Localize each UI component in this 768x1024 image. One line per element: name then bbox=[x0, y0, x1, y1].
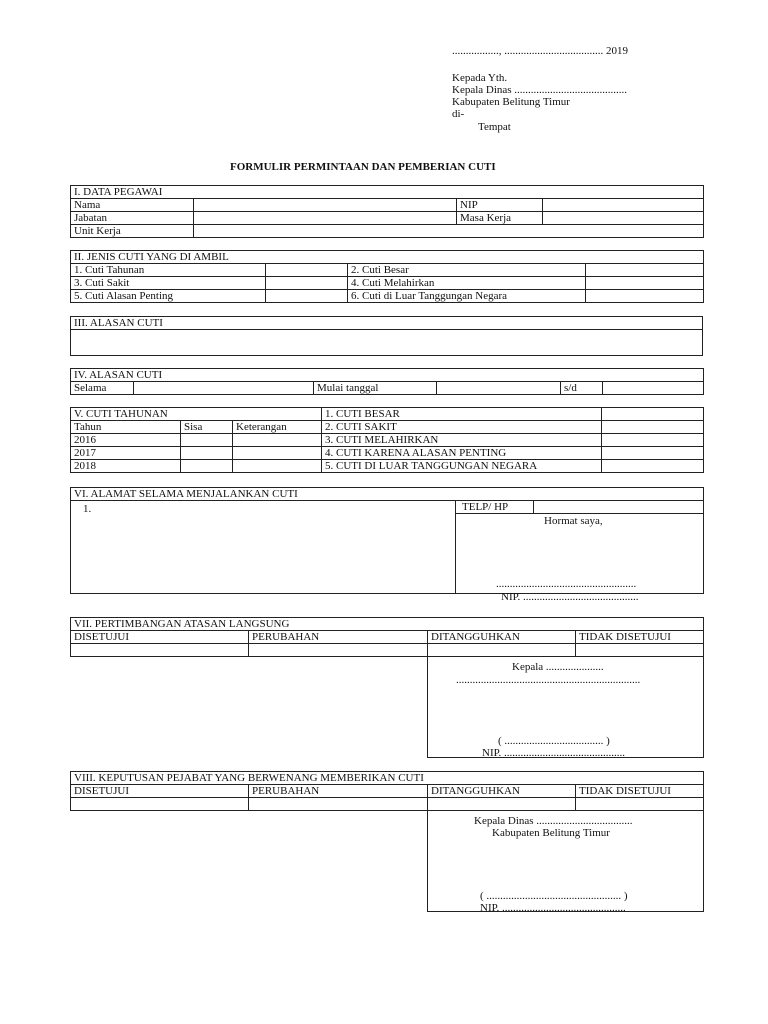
leave-checkbox-unpaid[interactable] bbox=[586, 290, 704, 303]
tenure-field[interactable] bbox=[543, 212, 704, 225]
duration-field[interactable] bbox=[134, 382, 314, 395]
addressee-line-3: Kabupaten Belitung Timur bbox=[452, 96, 570, 108]
leave-summary-big-field[interactable] bbox=[602, 408, 704, 421]
s7-head-label: Kepala ..................... bbox=[512, 661, 604, 673]
reason-field[interactable] bbox=[71, 330, 703, 356]
s8-option-changed: PERUBAHAN bbox=[249, 785, 428, 798]
section-8-official-decision bbox=[70, 771, 704, 912]
s7-nip: NIP. ............................................ bbox=[482, 747, 626, 759]
s8-official-label: Kepala Dinas ................................... bbox=[474, 815, 633, 827]
s7-paren-line: ( .................................... ) bbox=[498, 735, 610, 747]
leave-checkbox-sick[interactable] bbox=[266, 277, 348, 290]
section-2-leave-type bbox=[70, 250, 704, 303]
leave-option-unpaid: 6. Cuti di Luar Tanggungan Negara bbox=[348, 290, 586, 303]
date-line: ................., .................................... 2019 bbox=[452, 45, 628, 57]
addressee-line-2: Kepala Dinas ......................................... bbox=[452, 84, 628, 96]
addressee-line-1: Kepada Yth. bbox=[452, 72, 508, 84]
phone-label: TELP/ HP bbox=[456, 501, 534, 514]
name-label: Nama bbox=[71, 199, 194, 212]
leave-checkbox-big[interactable] bbox=[586, 264, 704, 277]
position-label: Jabatan bbox=[71, 212, 194, 225]
year-header: Tahun bbox=[71, 421, 181, 434]
s7-postponed-field[interactable] bbox=[428, 644, 576, 657]
section-6-address bbox=[70, 487, 704, 604]
remaining-2017-field[interactable] bbox=[181, 447, 233, 460]
section-7-supervisor-review bbox=[70, 617, 704, 758]
s7-option-rejected: TIDAK DISETUJUI bbox=[576, 631, 704, 644]
form-title: FORMULIR PERMINTAAN DAN PEMBERIAN CUTI bbox=[230, 161, 496, 173]
tenure-label: Masa Kerja bbox=[457, 212, 543, 225]
leave-summary-unpaid-field[interactable] bbox=[602, 460, 704, 473]
remaining-2016-field[interactable] bbox=[181, 434, 233, 447]
section-2-title: II. JENIS CUTI YANG DI AMBIL bbox=[71, 251, 704, 264]
leave-summary-important: 4. CUTI KARENA ALASAN PENTING bbox=[322, 447, 602, 460]
unit-field[interactable] bbox=[194, 225, 704, 238]
leave-checkbox-maternity[interactable] bbox=[586, 277, 704, 290]
leave-checkbox-important[interactable] bbox=[266, 290, 348, 303]
section-3-reason bbox=[70, 316, 703, 356]
section-7-title: VII. PERTIMBANGAN ATASAN LANGSUNG bbox=[71, 618, 704, 631]
leave-summary-important-field[interactable] bbox=[602, 447, 704, 460]
s8-rejected-field[interactable] bbox=[576, 798, 704, 811]
leave-summary-sick-field[interactable] bbox=[602, 421, 704, 434]
s7-head-dots: ................................................................... bbox=[456, 674, 641, 686]
addressee-line-4: di- bbox=[452, 108, 465, 120]
note-header: Keterangan bbox=[233, 421, 322, 434]
until-label: s/d bbox=[561, 382, 603, 395]
place: Tempat bbox=[478, 121, 511, 133]
section-5-annual-leave bbox=[70, 407, 704, 473]
unit-label: Unit Kerja bbox=[71, 225, 194, 238]
leave-summary-sick: 2. CUTI SAKIT bbox=[322, 421, 602, 434]
leave-checkbox-annual[interactable] bbox=[266, 264, 348, 277]
leave-option-important: 5. Cuti Alasan Penting bbox=[71, 290, 266, 303]
applicant-nip: NIP. .......................................... bbox=[501, 591, 639, 604]
remaining-header: Sisa bbox=[181, 421, 233, 434]
note-2016-field[interactable] bbox=[233, 434, 322, 447]
end-date-field[interactable] bbox=[603, 382, 704, 395]
year-2016: 2016 bbox=[71, 434, 181, 447]
section-8-title: VIII. KEPUTUSAN PEJABAT YANG BERWENANG MEMBERIKAN CUTI bbox=[71, 772, 704, 785]
s8-approved-field[interactable] bbox=[71, 798, 249, 811]
leave-option-sick: 3. Cuti Sakit bbox=[71, 277, 266, 290]
duration-label: Selama bbox=[71, 382, 134, 395]
regards-text: Hormat saya, bbox=[544, 515, 603, 528]
s7-option-postponed: DITANGGUHKAN bbox=[428, 631, 576, 644]
s8-changed-field[interactable] bbox=[249, 798, 428, 811]
s8-regency: Kabupaten Belitung Timur bbox=[492, 827, 610, 839]
section-4-duration bbox=[70, 368, 704, 395]
position-field[interactable] bbox=[194, 212, 457, 225]
nip-field[interactable] bbox=[543, 199, 704, 212]
start-date-label: Mulai tanggal bbox=[314, 382, 437, 395]
remaining-2018-field[interactable] bbox=[181, 460, 233, 473]
s7-option-approved: DISETUJUI bbox=[71, 631, 249, 644]
s8-nip: NIP. ............................................. bbox=[480, 902, 626, 914]
note-2018-field[interactable] bbox=[233, 460, 322, 473]
s8-option-rejected: TIDAK DISETUJUI bbox=[576, 785, 704, 798]
s7-option-changed: PERUBAHAN bbox=[249, 631, 428, 644]
s8-official-signature[interactable] bbox=[428, 811, 704, 912]
nip-label: NIP bbox=[457, 199, 543, 212]
note-2017-field[interactable] bbox=[233, 447, 322, 460]
year-2017: 2017 bbox=[71, 447, 181, 460]
s7-rejected-field[interactable] bbox=[576, 644, 704, 657]
applicant-signature-area[interactable] bbox=[456, 514, 704, 604]
section-1-employee-data bbox=[70, 185, 704, 238]
s8-postponed-field[interactable] bbox=[428, 798, 576, 811]
section-5-title: V. CUTI TAHUNAN bbox=[71, 408, 322, 421]
s8-option-postponed: DITANGGUHKAN bbox=[428, 785, 576, 798]
phone-field[interactable] bbox=[534, 501, 704, 514]
s8-paren-line: ( ................................................. ) bbox=[480, 890, 628, 902]
s7-supervisor-signature[interactable] bbox=[428, 657, 704, 758]
leave-summary-maternity-field[interactable] bbox=[602, 434, 704, 447]
s7-approved-field[interactable] bbox=[71, 644, 249, 657]
leave-option-maternity: 4. Cuti Melahirkan bbox=[348, 277, 586, 290]
leave-summary-big: 1. CUTI BESAR bbox=[322, 408, 602, 421]
s7-blank bbox=[71, 657, 428, 758]
leave-option-annual: 1. Cuti Tahunan bbox=[71, 264, 266, 277]
address-item-number: 1. bbox=[83, 503, 92, 515]
leave-summary-unpaid: 5. CUTI DI LUAR TANGGUNGAN NEGARA bbox=[322, 460, 602, 473]
section-1-title: I. DATA PEGAWAI bbox=[71, 186, 704, 199]
start-date-field[interactable] bbox=[437, 382, 561, 395]
year-2018: 2018 bbox=[71, 460, 181, 473]
s7-changed-field[interactable] bbox=[249, 644, 428, 657]
section-6-title: VI. ALAMAT SELAMA MENJALANKAN CUTI bbox=[71, 488, 704, 501]
leave-option-big: 2. Cuti Besar bbox=[348, 264, 586, 277]
address-field[interactable] bbox=[71, 501, 456, 594]
s8-blank bbox=[71, 811, 428, 912]
leave-summary-maternity: 3. CUTI MELAHIRKAN bbox=[322, 434, 602, 447]
section-3-title: III. ALASAN CUTI bbox=[71, 317, 703, 330]
name-field[interactable] bbox=[194, 199, 457, 212]
signature-line: ................................................... bbox=[496, 578, 637, 591]
s8-option-approved: DISETUJUI bbox=[71, 785, 249, 798]
section-4-title: IV. ALASAN CUTI bbox=[71, 369, 704, 382]
